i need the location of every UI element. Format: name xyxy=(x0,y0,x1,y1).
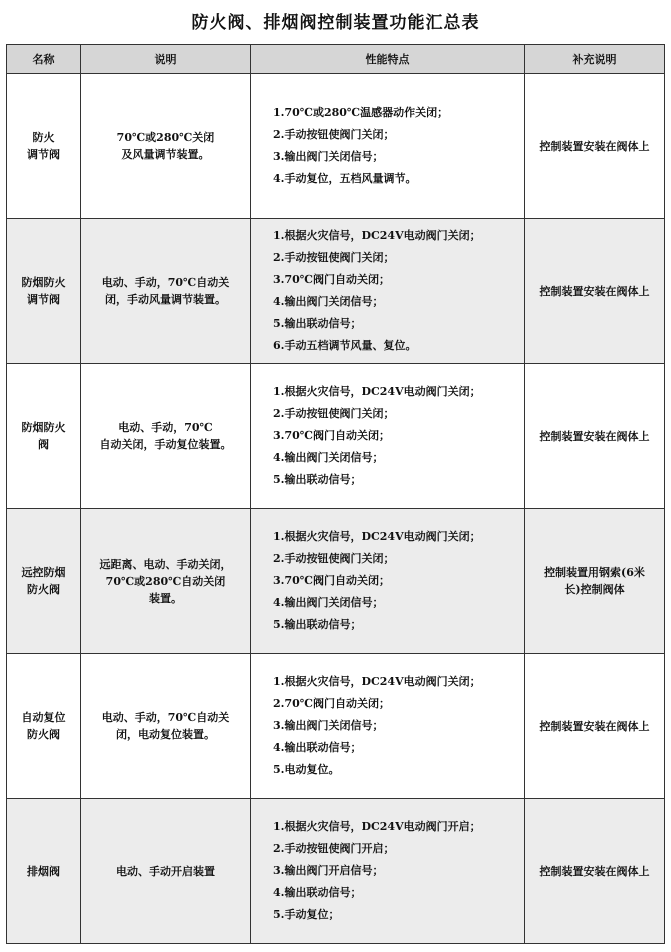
header-name: 名称 xyxy=(7,45,81,74)
cell-description xyxy=(81,654,251,799)
cell-description-line: 闭，手动风量调节装置。 xyxy=(105,293,226,306)
cell-name-line: 远控防烟 xyxy=(21,566,66,579)
cell-name-line: 阀 xyxy=(38,438,49,451)
cell-name xyxy=(7,219,81,364)
table-row xyxy=(7,509,665,654)
cell-note-line: 控制装置用钢索(6米 xyxy=(544,566,645,579)
table-row xyxy=(7,799,665,944)
feature-item: 1.70℃或280℃温感器动作关闭； xyxy=(273,106,449,119)
feature-item: 5.电动复位。 xyxy=(273,763,340,776)
feature-item: 1.根据火灾信号，DC24V电动阀门关闭； xyxy=(273,229,481,242)
feature-item: 5.手动复位； xyxy=(273,908,340,921)
cell-note xyxy=(525,799,665,944)
cell-note xyxy=(525,74,665,219)
cell-name-line: 防火 xyxy=(32,131,55,144)
cell-description-line: 远距离、电动、手动关闭， xyxy=(99,557,232,571)
page-title: 防火阀、排烟阀控制装置功能汇总表 xyxy=(191,13,480,33)
cell-name-line: 防火阀 xyxy=(27,728,60,741)
feature-item: 1.根据火灾信号，DC24V电动阀门关闭； xyxy=(273,385,481,398)
feature-item: 3.输出阀门开启信号； xyxy=(273,864,384,877)
header-features: 性能特点 xyxy=(251,45,525,74)
cell-features xyxy=(251,74,525,219)
cell-description xyxy=(81,219,251,364)
table-row xyxy=(7,364,665,509)
feature-item: 1.根据火灾信号，DC24V电动阀门开启； xyxy=(273,820,481,833)
feature-item: 2.手动按钮使阀门关闭； xyxy=(273,552,395,565)
cell-name xyxy=(7,799,81,944)
cell-description-line: 电动、手动开启装置 xyxy=(116,864,215,878)
cell-name xyxy=(7,74,81,219)
feature-item: 6.手动五档调节风量、复位。 xyxy=(273,339,417,352)
cell-note-line: 控制装置安装在阀体上 xyxy=(539,284,650,298)
feature-item: 2.手动按钮使阀门开启； xyxy=(273,842,395,855)
cell-note xyxy=(525,364,665,509)
cell-description-line: 70℃或280℃自动关闭 xyxy=(105,574,226,588)
cell-name-line: 防烟防火 xyxy=(21,421,66,434)
cell-name-line: 调节阀 xyxy=(27,148,60,161)
cell-name xyxy=(7,364,81,509)
cell-description-line: 自动关闭，手动复位装置。 xyxy=(99,438,232,451)
summary-table xyxy=(6,44,665,944)
feature-item: 1.根据火灾信号，DC24V电动阀门关闭； xyxy=(273,675,481,688)
cell-description-line: 装置。 xyxy=(149,591,182,605)
feature-item: 5.输出联动信号； xyxy=(273,618,362,631)
feature-item: 4.输出阀门关闭信号； xyxy=(273,451,384,464)
cell-note-line: 控制装置安装在阀体上 xyxy=(539,864,650,878)
feature-item: 2.手动按钮使阀门关闭； xyxy=(273,407,395,420)
feature-item: 3.70℃阀门自动关闭； xyxy=(273,273,390,286)
feature-item: 4.输出联动信号； xyxy=(273,741,362,754)
cell-features xyxy=(251,799,525,944)
feature-item: 3.70℃阀门自动关闭； xyxy=(273,429,390,442)
cell-note-line: 控制装置安装在阀体上 xyxy=(539,429,650,443)
feature-item: 4.输出联动信号； xyxy=(273,886,362,899)
cell-features xyxy=(251,219,525,364)
cell-note-line: 控制装置安装在阀体上 xyxy=(539,719,650,733)
feature-item: 1.根据火灾信号，DC24V电动阀门关闭； xyxy=(273,530,481,543)
cell-name-line: 排烟阀 xyxy=(27,864,60,878)
cell-features xyxy=(251,509,525,654)
cell-note xyxy=(525,219,665,364)
table-row xyxy=(7,74,665,219)
feature-item: 3.输出阀门关闭信号； xyxy=(273,150,384,163)
cell-name xyxy=(7,654,81,799)
cell-name-line: 防烟防火 xyxy=(21,276,66,289)
cell-description xyxy=(81,74,251,219)
cell-description-line: 闭，电动复位装置。 xyxy=(116,728,215,741)
feature-item: 4.手动复位，五档风量调节。 xyxy=(273,172,417,185)
table-row xyxy=(7,654,665,799)
cell-description xyxy=(81,364,251,509)
feature-item: 5.输出联动信号； xyxy=(273,317,362,330)
feature-item: 4.输出阀门关闭信号； xyxy=(273,295,384,308)
cell-description-line: 电动、手动，70℃ xyxy=(118,421,213,434)
feature-item: 2.70℃阀门自动关闭； xyxy=(273,697,390,710)
cell-description xyxy=(81,799,251,944)
header-note: 补充说明 xyxy=(525,45,665,74)
cell-name-line: 防火阀 xyxy=(27,583,60,596)
cell-note-line: 控制装置安装在阀体上 xyxy=(539,139,650,153)
cell-description-line: 及风量调节装置。 xyxy=(121,148,210,161)
cell-description-line: 70℃或280℃关闭 xyxy=(116,131,215,144)
cell-features xyxy=(251,654,525,799)
cell-features xyxy=(251,364,525,509)
feature-item: 2.手动按钮使阀门关闭； xyxy=(273,251,395,264)
feature-item: 5.输出联动信号； xyxy=(273,473,362,486)
cell-name-line: 自动复位 xyxy=(21,711,66,724)
cell-description xyxy=(81,509,251,654)
table-row xyxy=(7,219,665,364)
cell-note-line: 长)控制阀体 xyxy=(564,583,625,596)
cell-name xyxy=(7,509,81,654)
cell-description-line: 电动、手动，70℃自动关 xyxy=(101,276,230,289)
feature-item: 3.输出阀门关闭信号； xyxy=(273,719,384,732)
cell-description-line: 电动、手动，70℃自动关 xyxy=(101,711,230,724)
cell-note xyxy=(525,654,665,799)
feature-item: 4.输出阀门关闭信号； xyxy=(273,596,384,609)
header-row xyxy=(7,45,665,74)
cell-note xyxy=(525,509,665,654)
header-description: 说明 xyxy=(81,45,251,74)
feature-item: 3.70℃阀门自动关闭； xyxy=(273,574,390,587)
feature-item: 2.手动按钮使阀门关闭； xyxy=(273,128,395,141)
cell-name-line: 调节阀 xyxy=(27,293,60,306)
